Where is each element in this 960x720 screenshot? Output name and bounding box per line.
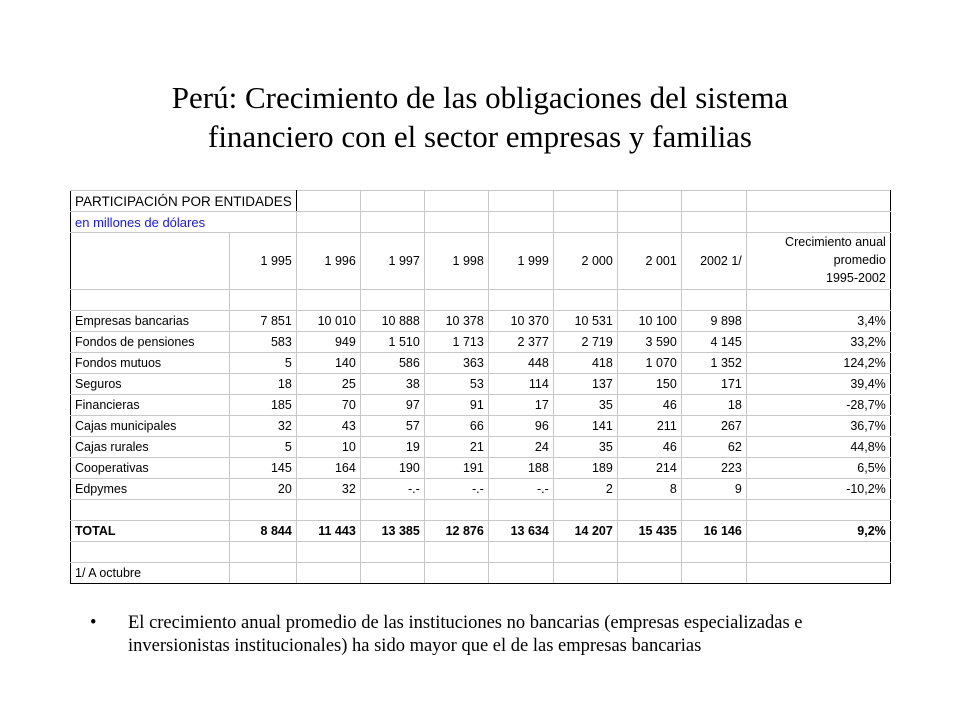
row-label: Cajas rurales [71,437,230,458]
year-header: 2002 1/ [681,233,746,290]
value-cell: 10 [296,437,360,458]
value-cell: 97 [360,395,424,416]
value-cell: 363 [424,353,488,374]
value-cell: 8 844 [230,521,296,542]
row-label: Fondos mutuos [71,353,230,374]
row-label: Fondos de pensiones [71,332,230,353]
value-cell: 145 [230,458,296,479]
section-title: PARTICIPACIÓN POR ENTIDADES [71,191,297,212]
value-cell: 2 [553,479,617,500]
growth-cell: 6,5% [746,458,890,479]
value-cell: 10 010 [296,311,360,332]
value-cell: 171 [681,374,746,395]
value-cell: -.- [360,479,424,500]
row-label: Empresas bancarias [71,311,230,332]
value-cell: 2 719 [553,332,617,353]
table-row [71,458,891,479]
table-row [71,437,891,458]
footnote: 1/ A octubre [71,563,230,584]
value-cell: 91 [424,395,488,416]
growth-cell: 124,2% [746,353,890,374]
value-cell: 15 435 [617,521,681,542]
row-label: TOTAL [71,521,230,542]
value-cell: 1 510 [360,332,424,353]
year-header: 1 995 [230,233,296,290]
value-cell: 211 [617,416,681,437]
page-title [40,78,920,156]
value-cell: 17 [488,395,553,416]
table-row [71,395,891,416]
value-cell: 43 [296,416,360,437]
value-cell: 1 352 [681,353,746,374]
value-cell: 150 [617,374,681,395]
growth-cell: 36,7% [746,416,890,437]
data-table [70,190,891,584]
growth-cell: 33,2% [746,332,890,353]
growth-header [746,233,890,290]
value-cell: 188 [488,458,553,479]
spacer-row [71,542,891,563]
value-cell: 114 [488,374,553,395]
value-cell: 190 [360,458,424,479]
table-row [71,353,891,374]
bullet-text: El crecimiento anual promedio de las instituciones no bancarias (empresas especializadas e inversionistas institucionales) ha sido mayor que el de las empresas bancarias [128,613,803,656]
title-line-2: financiero con el sector empresas y familias [208,119,752,154]
value-cell: 10 100 [617,311,681,332]
value-cell: 8 [617,479,681,500]
growth-header-line: Crecimiento anual [785,235,886,249]
value-cell: 164 [296,458,360,479]
year-header: 2 001 [617,233,681,290]
value-cell: 20 [230,479,296,500]
value-cell: 418 [553,353,617,374]
value-cell: 70 [296,395,360,416]
header-row [71,233,891,290]
value-cell: 7 851 [230,311,296,332]
value-cell: 9 [681,479,746,500]
row-label: Cajas municipales [71,416,230,437]
value-cell: 949 [296,332,360,353]
value-cell: 10 888 [360,311,424,332]
title-line-1: Perú: Crecimiento de las obligaciones del sistema [171,80,789,115]
growth-cell: 9,2% [746,521,890,542]
growth-cell: 3,4% [746,311,890,332]
growth-header-line: promedio [833,253,886,267]
value-cell: 21 [424,437,488,458]
value-cell: 62 [681,437,746,458]
value-cell: 214 [617,458,681,479]
footnote-row [71,563,891,584]
value-cell: 96 [488,416,553,437]
table-row [71,416,891,437]
spacer-row [71,290,891,311]
value-cell: 5 [230,353,296,374]
value-cell: 18 [230,374,296,395]
table-row [71,311,891,332]
value-cell: 10 378 [424,311,488,332]
value-cell: 13 385 [360,521,424,542]
year-header: 2 000 [553,233,617,290]
value-cell: 25 [296,374,360,395]
value-cell: 12 876 [424,521,488,542]
spacer-row [71,500,891,521]
value-cell: -.- [488,479,553,500]
year-header: 1 997 [360,233,424,290]
value-cell: 137 [553,374,617,395]
row-label: Financieras [71,395,230,416]
value-cell: 10 531 [553,311,617,332]
value-cell: 13 634 [488,521,553,542]
value-cell: 46 [617,437,681,458]
value-cell: 9 898 [681,311,746,332]
value-cell: 24 [488,437,553,458]
value-cell: 5 [230,437,296,458]
value-cell: 32 [296,479,360,500]
value-cell: 586 [360,353,424,374]
value-cell: 16 146 [681,521,746,542]
year-header: 1 996 [296,233,360,290]
value-cell: 4 145 [681,332,746,353]
table-row [71,332,891,353]
growth-cell: 44,8% [746,437,890,458]
value-cell: 35 [553,395,617,416]
growth-cell: -10,2% [746,479,890,500]
growth-header-line: 1995-2002 [826,271,886,285]
section-title-row [71,191,891,212]
table-row [71,374,891,395]
value-cell: 57 [360,416,424,437]
growth-cell: 39,4% [746,374,890,395]
bullet-symbol: • [90,613,97,633]
section-sub-row [71,212,891,233]
row-label: Edpymes [71,479,230,500]
year-header: 1 998 [424,233,488,290]
value-cell: 448 [488,353,553,374]
value-cell: 3 590 [617,332,681,353]
table-row [71,479,891,500]
value-cell: 38 [360,374,424,395]
section-subtitle: en millones de dólares [71,212,297,233]
value-cell: 191 [424,458,488,479]
value-cell: 583 [230,332,296,353]
total-row [71,521,891,542]
growth-cell: -28,7% [746,395,890,416]
header-blank [71,233,230,290]
value-cell: 2 377 [488,332,553,353]
value-cell: 35 [553,437,617,458]
value-cell: 18 [681,395,746,416]
row-label: Seguros [71,374,230,395]
value-cell: 141 [553,416,617,437]
value-cell: 267 [681,416,746,437]
value-cell: 19 [360,437,424,458]
value-cell: 53 [424,374,488,395]
value-cell: 10 370 [488,311,553,332]
value-cell: 14 207 [553,521,617,542]
value-cell: 11 443 [296,521,360,542]
row-label: Cooperativas [71,458,230,479]
value-cell: 185 [230,395,296,416]
value-cell: 1 070 [617,353,681,374]
value-cell: 66 [424,416,488,437]
value-cell: 32 [230,416,296,437]
value-cell: 140 [296,353,360,374]
value-cell: 223 [681,458,746,479]
value-cell: 46 [617,395,681,416]
value-cell: 189 [553,458,617,479]
value-cell: -.- [424,479,488,500]
year-header: 1 999 [488,233,553,290]
value-cell: 1 713 [424,332,488,353]
